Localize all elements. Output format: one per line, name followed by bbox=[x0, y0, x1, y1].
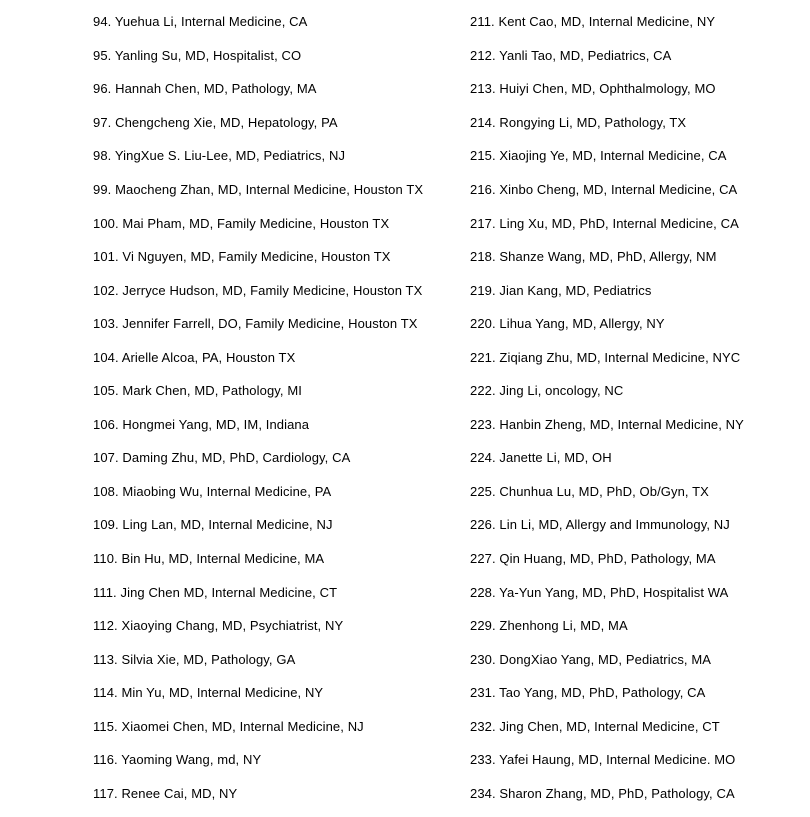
list-item: 95. Yanling Su, MD, Hospitalist, CO bbox=[93, 47, 302, 63]
list-item: 233. Yafei Haung, MD, Internal Medicine. MO bbox=[470, 752, 736, 768]
list-item: 94. Yuehua Li, Internal Medicine, CA bbox=[93, 14, 308, 30]
list-item: 98. YingXue S. Liu-Lee, MD, Pediatrics, NJ bbox=[93, 148, 346, 164]
list-item: 223. Hanbin Zheng, MD, Internal Medicine, NY bbox=[470, 416, 744, 432]
list-item: 96. Hannah Chen, MD, Pathology, MA bbox=[93, 81, 317, 97]
list-item: 101. Vi Nguyen, MD, Family Medicine, Houston TX bbox=[93, 249, 391, 265]
list-item: 211. Kent Cao, MD, Internal Medicine, NY bbox=[470, 14, 716, 30]
list-item: 213. Huiyi Chen, MD, Ophthalmology, MO bbox=[470, 81, 716, 97]
list-item: 222. Jing Li, oncology, NC bbox=[470, 383, 624, 399]
list-item: 109. Ling Lan, MD, Internal Medicine, NJ bbox=[93, 517, 333, 533]
list-item: 100. Mai Pham, MD, Family Medicine, Houston TX bbox=[93, 215, 390, 231]
list-item: 112. Xiaoying Chang, MD, Psychiatrist, NY bbox=[93, 618, 344, 634]
list-item: 231. Tao Yang, MD, PhD, Pathology, CA bbox=[470, 685, 706, 701]
list-item: 103. Jennifer Farrell, DO, Family Medicine, Houston TX bbox=[93, 316, 418, 332]
list-item: 216. Xinbo Cheng, MD, Internal Medicine, CA bbox=[470, 182, 738, 197]
list-item: 234. Sharon Zhang, MD, PhD, Pathology, CA bbox=[470, 785, 735, 801]
list-item: 108. Miaobing Wu, Internal Medicine, PA bbox=[93, 483, 332, 499]
list-item: 217. Ling Xu, MD, PhD, Internal Medicine, CA bbox=[470, 215, 739, 231]
physician-list-left-column bbox=[93, 5, 423, 810]
list-item: 117. Renee Cai, MD, NY bbox=[93, 785, 238, 801]
list-item: 232. Jing Chen, MD, Internal Medicine, CT bbox=[470, 718, 720, 734]
physician-list-right-column bbox=[470, 5, 744, 810]
list-item: 99. Maocheng Zhan, MD, Internal Medicine, Houston TX bbox=[93, 182, 424, 197]
list-item: 105. Mark Chen, MD, Pathology, MI bbox=[93, 383, 302, 399]
list-item: 227. Qin Huang, MD, PhD, Pathology, MA bbox=[470, 551, 716, 567]
list-item: 228. Ya-Yun Yang, MD, PhD, Hospitalist WA bbox=[470, 584, 729, 600]
list-item: 104. Arielle Alcoa, PA, Houston TX bbox=[93, 349, 296, 365]
list-item: 115. Xiaomei Chen, MD, Internal Medicine, NJ bbox=[93, 718, 364, 734]
list-item: 224. Janette Li, MD, OH bbox=[470, 450, 612, 466]
list-item: 220. Lihua Yang, MD, Allergy, NY bbox=[470, 316, 665, 332]
list-item: 102. Jerryce Hudson, MD, Family Medicine, Houston TX bbox=[93, 282, 423, 298]
list-item: 214. Rongying Li, MD, Pathology, TX bbox=[470, 114, 687, 130]
list-item: 230. DongXiao Yang, MD, Pediatrics, MA bbox=[470, 651, 712, 667]
list-item: 114. Min Yu, MD, Internal Medicine, NY bbox=[93, 685, 324, 701]
list-item: 113. Silvia Xie, MD, Pathology, GA bbox=[93, 651, 296, 667]
list-item: 229. Zhenhong Li, MD, MA bbox=[470, 618, 628, 634]
list-item: 97. Chengcheng Xie, MD, Hepatology, PA bbox=[93, 114, 338, 130]
list-item: 221. Ziqiang Zhu, MD, Internal Medicine, NYC bbox=[470, 349, 741, 365]
list-item: 107. Daming Zhu, MD, PhD, Cardiology, CA bbox=[93, 450, 351, 466]
list-item: 110. Bin Hu, MD, Internal Medicine, MA bbox=[93, 551, 325, 567]
list-item: 116. Yaoming Wang, md, NY bbox=[93, 752, 262, 768]
list-item: 212. Yanli Tao, MD, Pediatrics, CA bbox=[470, 47, 672, 63]
list-item: 226. Lin Li, MD, Allergy and Immunology, NJ bbox=[470, 517, 730, 533]
list-item: 218. Shanze Wang, MD, PhD, Allergy, NM bbox=[470, 249, 717, 265]
list-item: 219. Jian Kang, MD, Pediatrics bbox=[470, 282, 652, 298]
list-item: 106. Hongmei Yang, MD, IM, Indiana bbox=[93, 416, 310, 432]
list-item: 111. Jing Chen MD, Internal Medicine, CT bbox=[93, 584, 338, 600]
list-item: 215. Xiaojing Ye, MD, Internal Medicine, CA bbox=[470, 148, 727, 164]
list-item: 225. Chunhua Lu, MD, PhD, Ob/Gyn, TX bbox=[470, 483, 709, 499]
